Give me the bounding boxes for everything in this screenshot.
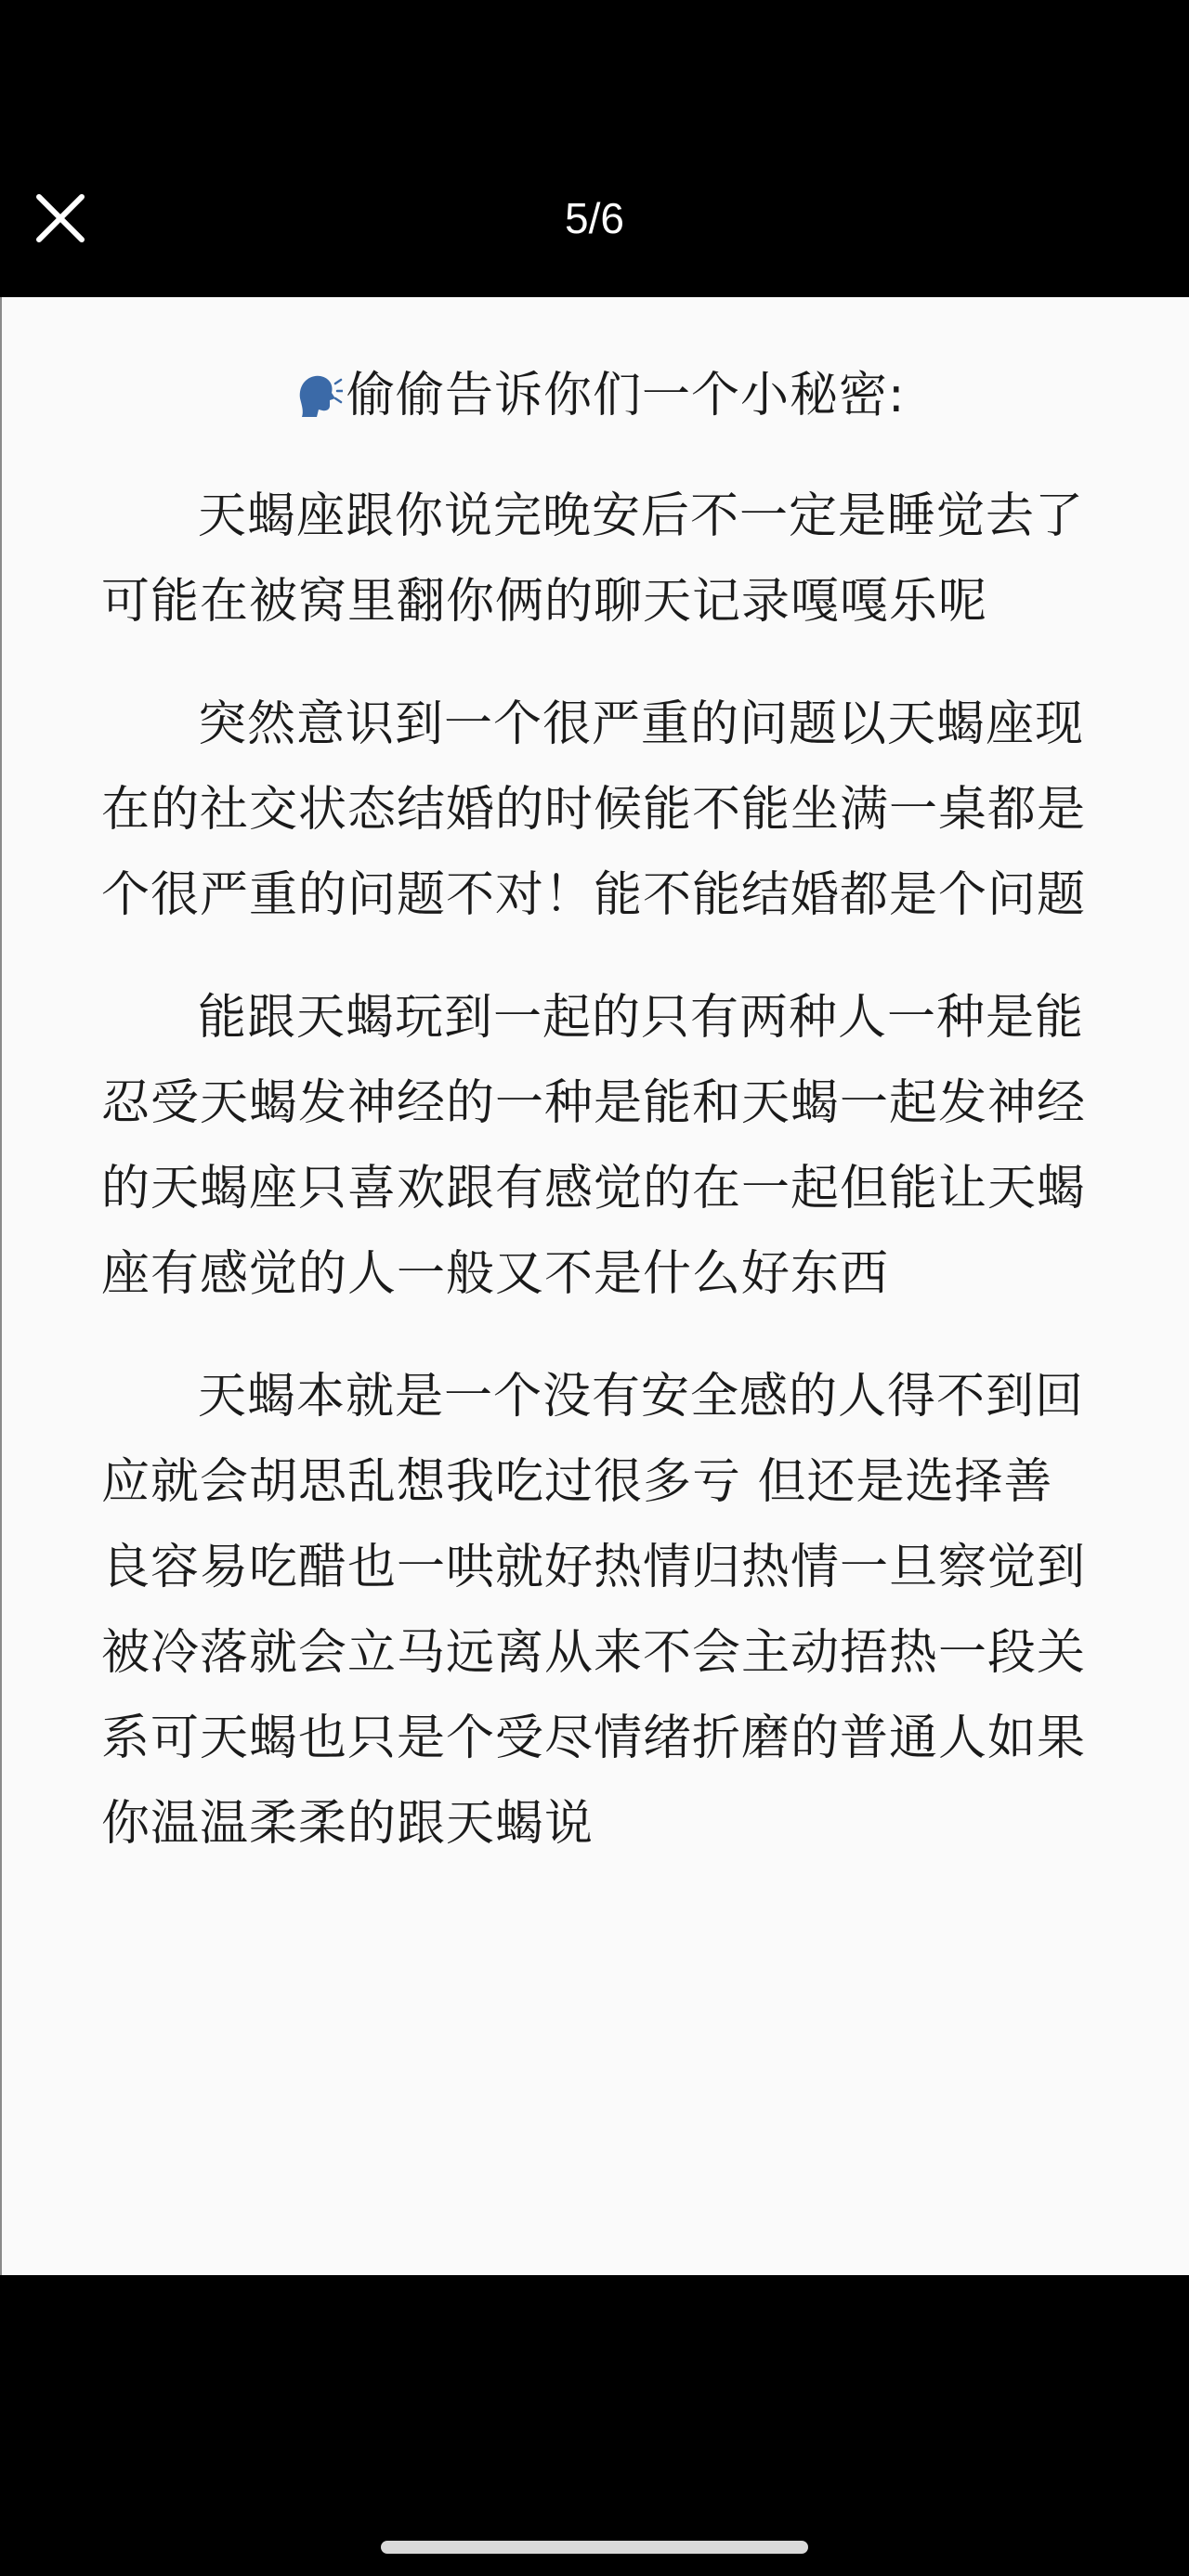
paragraph: 天蝎本就是一个没有安全感的人得不到回应就会胡思乱想我吃过很多亏 但还是选择善良容易吃醋也一哄就好热情归热情一旦察觉到被冷落就会立马远离从来不会主动捂热一段关系可天蝎也只是个受尽情绪折磨的普通人如果你温温柔柔的跟天蝎说 bbox=[101, 1369, 1087, 1852]
article-body bbox=[101, 353, 1095, 1904]
viewer-bottom-bar bbox=[0, 2275, 1189, 2576]
intro-text: 偷偷告诉你们一个小秘密: bbox=[346, 368, 906, 423]
image-counter: 5/6 bbox=[565, 194, 624, 242]
paragraph: 能跟天蝎玩到一起的只有两种人一种是能忍受天蝎发神经的一种是能和天蝎一起发神经的天蝎座只喜欢跟有感觉的在一起但能让天蝎座有感觉的人一般又不是什么好东西 bbox=[101, 990, 1087, 1302]
paragraph: 突然意识到一个很严重的问题以天蝎座现在的社交状态结婚的时候能不能坐满一桌都是个很严重的问题不对！能不能结婚都是个问题 bbox=[101, 696, 1087, 923]
viewer-top-bar bbox=[0, 0, 1189, 297]
paragraph: 天蝎座跟你说完晚安后不一定是睡觉去了可能在被窝里翻你俩的聊天记录嘎嘎乐呢 bbox=[101, 488, 1085, 630]
home-indicator[interactable] bbox=[381, 2541, 808, 2554]
text-image[interactable] bbox=[0, 297, 1189, 2275]
speaking-head-icon bbox=[198, 358, 343, 444]
intro-line bbox=[101, 353, 1095, 444]
